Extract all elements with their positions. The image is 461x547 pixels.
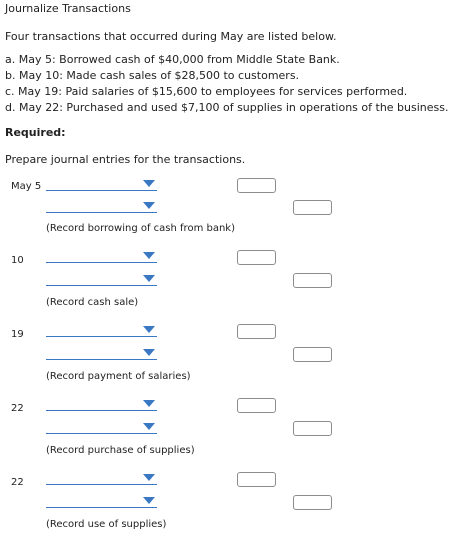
transaction-item: b. May 10: Made cash sales of $28,500 to customers. <box>5 69 300 82</box>
entry-date: May 5 <box>11 181 42 192</box>
credit-account-select[interactable] <box>46 421 157 434</box>
intro-text: Four transactions that occurred during May are listed below. <box>5 30 337 43</box>
debit-amount-input[interactable] <box>237 472 276 487</box>
required-label: Required: <box>5 126 66 139</box>
chevron-down-icon <box>143 202 155 209</box>
entry-note: (Record cash sale) <box>46 297 139 308</box>
chevron-down-icon <box>143 275 155 282</box>
credit-account-select[interactable] <box>46 347 157 360</box>
entry-date: 19 <box>11 329 24 340</box>
entry-date: 22 <box>11 403 24 414</box>
entry-date: 22 <box>11 477 24 488</box>
credit-amount-input[interactable] <box>293 421 332 436</box>
credit-amount-input[interactable] <box>293 495 332 510</box>
debit-account-select[interactable] <box>46 324 157 337</box>
entry-note: (Record borrowing of cash from bank) <box>46 223 235 234</box>
chevron-down-icon <box>143 252 155 259</box>
transaction-list <box>5 52 449 116</box>
chevron-down-icon <box>143 423 155 430</box>
debit-amount-input[interactable] <box>237 250 276 265</box>
chevron-down-icon <box>143 497 155 504</box>
entry-note: (Record use of supplies) <box>46 519 167 530</box>
credit-account-select[interactable] <box>46 200 157 213</box>
chevron-down-icon <box>143 180 155 187</box>
entry-date: 10 <box>11 255 24 266</box>
transaction-item: d. May 22: Purchased and used $7,100 of supplies in operations of the business. <box>5 101 449 114</box>
chevron-down-icon <box>143 474 155 481</box>
chevron-down-icon <box>143 400 155 407</box>
credit-amount-input[interactable] <box>293 200 332 215</box>
debit-account-select[interactable] <box>46 472 157 485</box>
credit-amount-input[interactable] <box>293 273 332 288</box>
debit-amount-input[interactable] <box>237 324 276 339</box>
credit-amount-input[interactable] <box>293 347 332 362</box>
debit-amount-input[interactable] <box>237 398 276 413</box>
debit-account-select[interactable] <box>46 250 157 263</box>
entry-note: (Record purchase of supplies) <box>46 445 195 456</box>
instruction-text: Prepare journal entries for the transactions. <box>5 153 246 166</box>
transaction-item: c. May 19: Paid salaries of $15,600 to employees for services performed. <box>5 85 408 98</box>
debit-account-select[interactable] <box>46 398 157 411</box>
credit-account-select[interactable] <box>46 273 157 286</box>
chevron-down-icon <box>143 349 155 356</box>
transaction-item: a. May 5: Borrowed cash of $40,000 from Middle State Bank. <box>5 53 340 66</box>
credit-account-select[interactable] <box>46 495 157 508</box>
debit-amount-input[interactable] <box>237 178 276 193</box>
entry-note: (Record payment of salaries) <box>46 371 191 382</box>
chevron-down-icon <box>143 326 155 333</box>
page-title: Journalize Transactions <box>5 2 131 15</box>
debit-account-select[interactable] <box>46 178 157 191</box>
